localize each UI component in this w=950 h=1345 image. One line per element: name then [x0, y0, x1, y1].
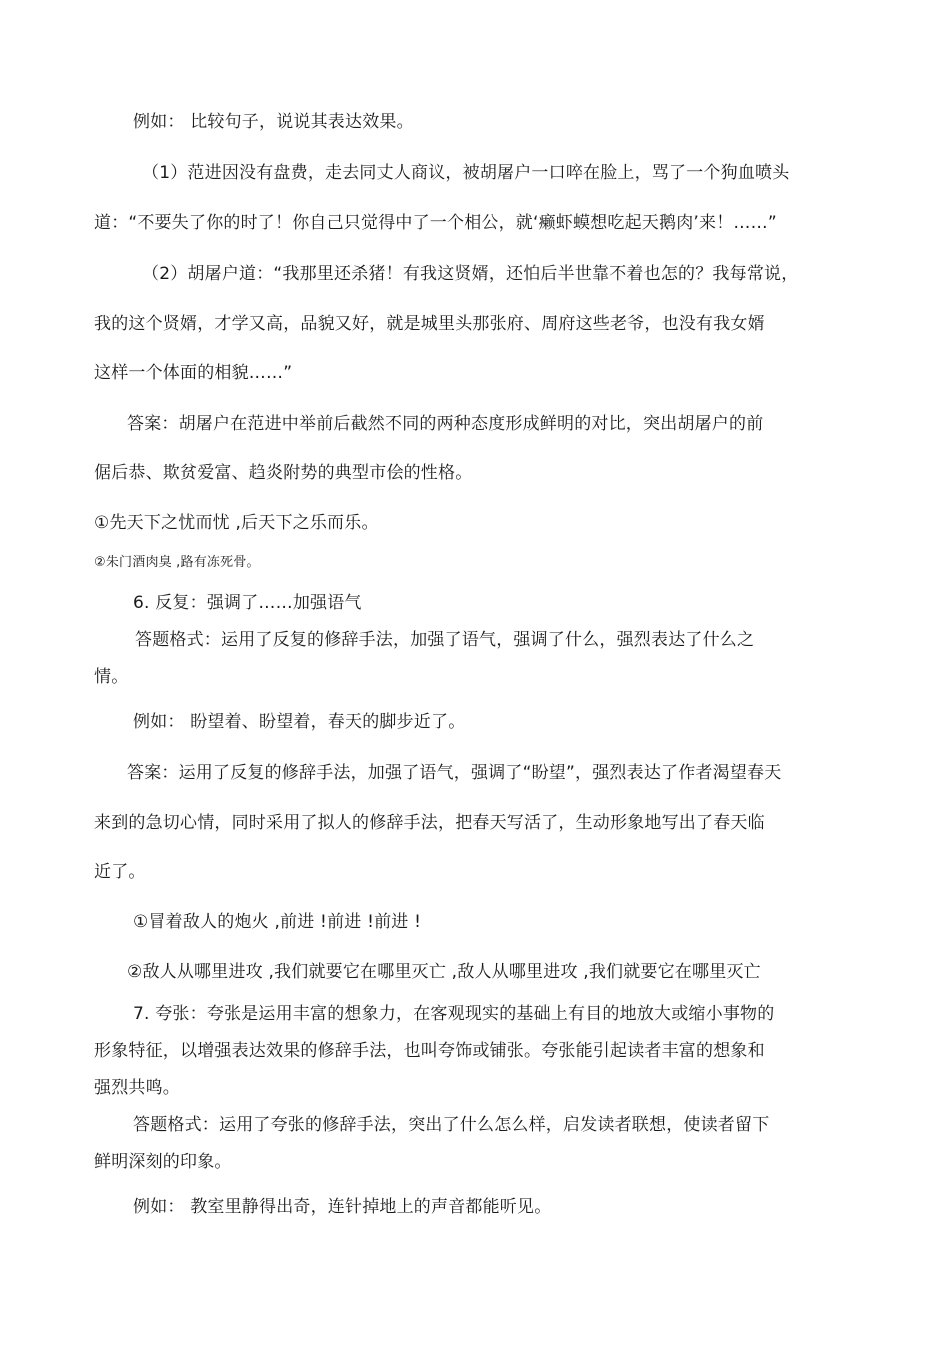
contrast-example-2: ②朱门酒肉臭 ,路有冻死骨。	[94, 555, 260, 570]
section-6-answer-line-3: 近了。	[94, 862, 146, 882]
section-6-answer-line-2: 来到的急切心情，同时采用了拟人的修辞手法，把春天写活了，生动形象地写出了春天临	[94, 813, 765, 833]
section-7-example: 例如： 教室里静得出奇，连针掉地上的声音都能听见。	[133, 1197, 552, 1217]
answer-contrast-line-1: 答案：胡屠户在范进中举前后截然不同的两种态度形成鲜明的对比，突出胡屠户的前	[127, 414, 764, 434]
section-7-heading-line-1: 7. 夸张：夸张是运用丰富的想象力，在客观现实的基础上有目的地放大或缩小事物的	[133, 1004, 775, 1024]
example-sentence-2-line-1: （2）胡屠户道：“我那里还杀猪！有我这贤婿，还怕后半世靠不着也怎的？我每常说，	[142, 264, 799, 284]
repetition-example-1: ①冒着敌人的炮火 ,前进 !前进 !前进 !	[133, 912, 422, 932]
section-7-format-line-1: 答题格式：运用了夸张的修辞手法，突出了什么怎么样，启发读者联想，使读者留下	[133, 1115, 770, 1135]
section-7-heading-line-2: 形象特征，以增强表达效果的修辞手法，也叫夸饰或铺张。夸张能引起读者丰富的想象和	[94, 1041, 765, 1061]
answer-contrast-line-2: 倨后恭、欺贫爱富、趋炎附势的典型市侩的性格。	[94, 463, 473, 483]
example-sentence-1-line-1: （1）范进因没有盘费，走去同丈人商议，被胡屠户一口啐在脸上，骂了一个狗血喷头	[142, 163, 790, 183]
section-7-heading-line-3: 强烈共鸣。	[94, 1078, 180, 1098]
section-7-format-line-2: 鲜明深刻的印象。	[94, 1152, 232, 1172]
example-sentence-2-line-3: 这样一个体面的相貌……”	[94, 363, 293, 383]
section-6-format-line-2: 情。	[94, 667, 129, 687]
section-6-format-line-1: 答题格式：运用了反复的修辞手法，加强了语气，强调了什么，强烈表达了什么之	[135, 630, 755, 650]
section-6-answer-line-1: 答案：运用了反复的修辞手法，加强了语气，强调了“盼望”，强烈表达了作者渴望春天	[127, 763, 782, 783]
example-intro-compare: 例如： 比较句子，说说其表达效果。	[133, 112, 414, 132]
repetition-example-2: ②敌人从哪里进攻 ,我们就要它在哪里灭亡 ,敌人从哪里进攻 ,我们就要它在哪里灭亡	[127, 962, 761, 982]
example-sentence-1-line-2: 道：“不要失了你的时了！你自己只觉得中了一个相公，就‘癞虾蟆想吃起天鹅肉’来！……”	[94, 213, 777, 233]
contrast-example-1: ①先天下之忧而忧 ,后天下之乐而乐。	[94, 513, 379, 533]
section-6-heading: 6. 反复：强调了……加强语气	[133, 593, 362, 613]
section-6-example: 例如： 盼望着、盼望着，春天的脚步近了。	[133, 712, 466, 732]
example-sentence-2-line-2: 我的这个贤婿，才学又高，品貌又好，就是城里头那张府、周府这些老爷，也没有我女婿	[94, 314, 765, 334]
